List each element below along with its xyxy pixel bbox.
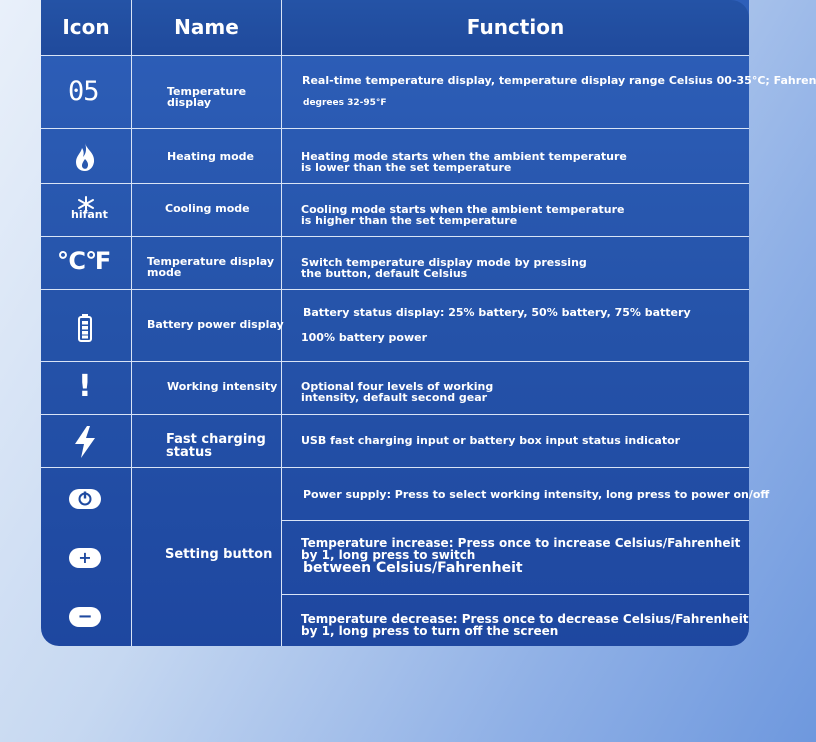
minus-button-icon: − bbox=[69, 607, 101, 627]
row-name: Temperature display bbox=[167, 85, 247, 109]
flame-icon bbox=[73, 142, 97, 172]
row-divider bbox=[41, 467, 749, 468]
row-function-extra: degrees 32-95°F bbox=[303, 98, 387, 108]
row-function: Switch temperature display mode by pressing the button, default Celsius bbox=[301, 256, 587, 280]
row-function-extra: between Celsius/Fahrenheit bbox=[303, 560, 523, 576]
row-divider bbox=[281, 520, 749, 521]
row-function: Power supply: Press to select working intensity, long press to power on/off bbox=[303, 488, 770, 501]
lightning-icon bbox=[73, 426, 97, 458]
row-function: Real-time temperature display, temperature display range Celsius 00-35°C; Fahren bbox=[302, 74, 816, 87]
row-function: USB fast charging input or battery box input status indicator bbox=[301, 434, 681, 447]
row-function: Temperature increase: Press once to increase Celsius/Fahrenheit by 1, long press to switch bbox=[301, 536, 741, 562]
row-name: Heating mode bbox=[167, 150, 255, 163]
row-divider bbox=[41, 236, 749, 237]
seven-segment-digits-icon: 05 bbox=[68, 76, 99, 107]
row-name: Battery power display bbox=[147, 318, 284, 331]
row-divider bbox=[41, 414, 749, 415]
row-divider bbox=[41, 289, 749, 290]
row-divider bbox=[281, 594, 749, 595]
row-function: Heating mode starts when the ambient temperature is lower than the set temperature bbox=[301, 150, 627, 174]
row-divider bbox=[41, 55, 749, 56]
row-function: Cooling mode starts when the ambient temperature is higher than the set temperature bbox=[301, 203, 625, 227]
plus-button-icon: + bbox=[69, 548, 101, 568]
header-function: Function bbox=[466, 15, 565, 39]
row-function: Optional four levels of working intensity, default second gear bbox=[301, 380, 494, 404]
row-function: Battery status display: 25% battery, 50% battery, 75% battery bbox=[303, 306, 691, 319]
header-icon: Icon bbox=[62, 15, 110, 39]
feature-table bbox=[41, 0, 816, 646]
row-name: Cooling mode bbox=[165, 202, 250, 215]
row-name: Working intensity bbox=[167, 380, 278, 393]
battery-icon bbox=[78, 314, 92, 342]
header-name: Name bbox=[174, 15, 239, 39]
power-button-icon bbox=[69, 489, 101, 509]
column-divider bbox=[131, 0, 132, 646]
row-divider bbox=[41, 183, 749, 184]
row-divider bbox=[41, 128, 749, 129]
setting-button-name: Setting button bbox=[165, 547, 273, 562]
row-divider bbox=[41, 361, 749, 362]
row-function: Temperature decrease: Press once to decrease Celsius/Fahrenheit by 1, long press to turn off the screen bbox=[301, 612, 749, 638]
exclamation-icon: ! bbox=[78, 369, 92, 404]
table-header bbox=[41, 0, 749, 55]
row-function-extra: 100% battery power bbox=[301, 331, 427, 344]
row-name: Fast charging status bbox=[166, 432, 266, 460]
snowflake-label: hifant bbox=[71, 208, 108, 221]
celsius-fahrenheit-icon: ℃℉ bbox=[57, 247, 111, 275]
row-name: Temperature display mode bbox=[147, 255, 275, 279]
